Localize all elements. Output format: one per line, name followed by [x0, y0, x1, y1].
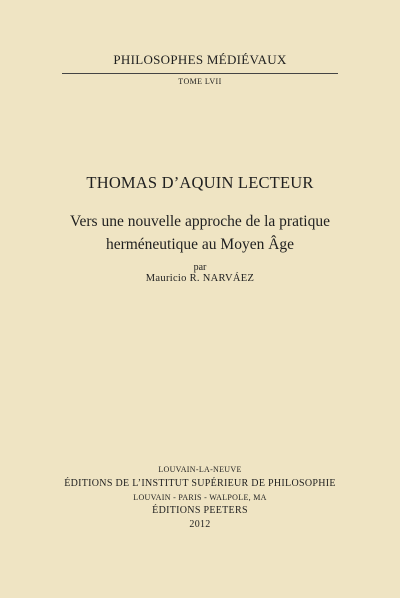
book-subtitle — [0, 210, 400, 256]
publisher-cities: LOUVAIN - PARIS - WALPOLE, MA — [133, 493, 267, 502]
series-tome: TOME LVII — [178, 77, 222, 86]
publisher-institute: ÉDITIONS DE L’INSTITUT SUPÉRIEUR DE PHILOSOPHIE — [64, 478, 336, 489]
series-divider — [62, 73, 338, 74]
subtitle-line-2: herméneutique au Moyen Âge — [105, 236, 295, 253]
book-title: THOMAS D’AQUIN LECTEUR — [86, 173, 314, 192]
publication-year: 2012 — [189, 519, 211, 530]
by-label: par — [193, 262, 207, 273]
series-name: PHILOSOPHES MÉDIÉVAUX — [113, 52, 287, 67]
author-name: Mauricio R. NARVÁEZ — [145, 273, 255, 284]
publisher-city: LOUVAIN-LA-NEUVE — [158, 465, 242, 474]
subtitle-line-1: Vers une nouvelle approche de la pratique — [70, 213, 330, 230]
publisher-peeters: ÉDITIONS PEETERS — [152, 505, 248, 516]
